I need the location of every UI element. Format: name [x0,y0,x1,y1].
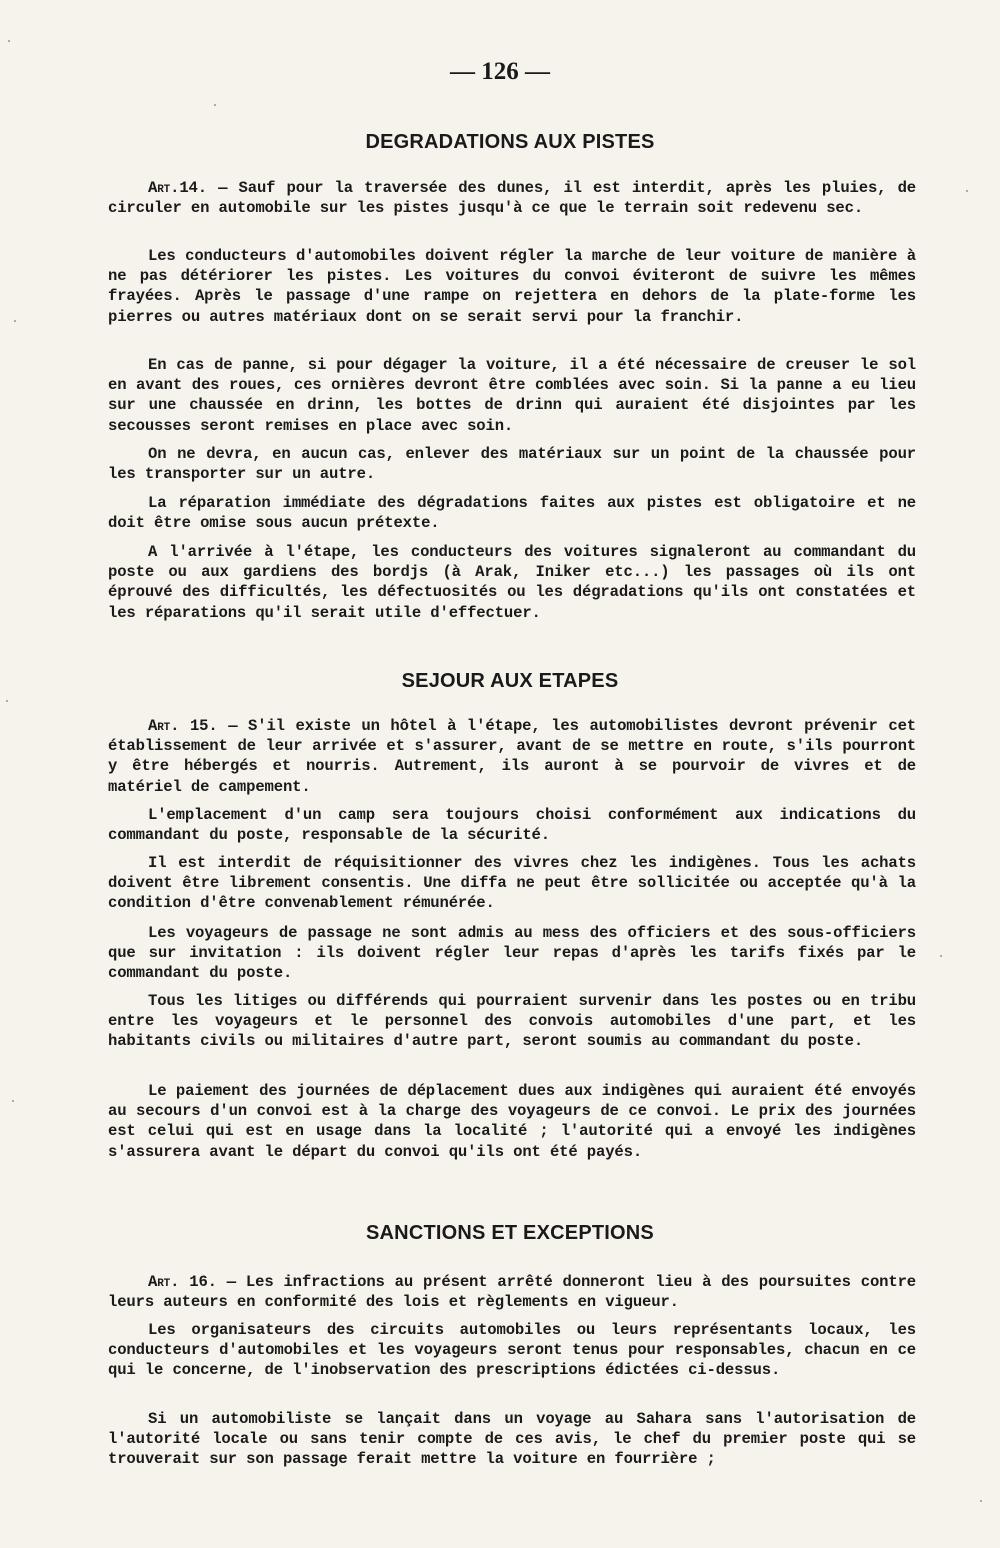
paragraph: Tous les litiges ou différends qui pourraient survenir dans les postes ou en tribu entre les voyageurs et le personnel des convois automobiles d'une part, et les habitants civils ou militaires d'autre part, seront soumis au commandant du poste. [108,992,916,1051]
scan-speck [214,104,216,106]
paragraph-art-14 [108,178,916,218]
paragraph-text: — Sauf pour la traversée des dunes, il est interdit, après les pluies, de circuler en automobile sur les pistes jusqu'à ce que le terrain soit redevenu sec. [108,179,916,218]
paragraph: A l'arrivée à l'étape, les conducteurs des voitures signaleront au commandant du poste ou aux gardiens des bordjs (à Arak, Iniker etc...) les passages où ils ont éprouvé des difficultés, les défectuosités ou les dégradations qu'ils ont constatées et les réparations qu'il serait utile d'effectuer. [108,543,916,622]
paragraph-art-16 [108,1272,916,1312]
paragraph: On ne devra, en aucun cas, enlever des matériaux sur un point de la chaussée pour les transporter sur un autre. [108,445,916,484]
section-title-sejour: SEJOUR AUX ETAPES [401,670,619,692]
scan-speck [940,955,942,957]
paragraph: Les voyageurs de passage ne sont admis au mess des officiers et des sous-officiers que sur invitation : ils doivent régler leur repas d'après les tarifs fixés par le commandant du poste. [108,924,916,983]
scan-speck [980,1500,982,1502]
paragraph-text: — Les infractions au présent arrêté donneront lieu à des poursuites contre leurs auteurs en conformité des lois et règlements en vigueur. [108,1273,916,1312]
paragraph: Les organisateurs des circuits automobiles ou leurs représentants locaux, les conducteurs d'automobiles et les voyageurs seront tenus pour responsables, chacun en ce qui le concerne, de l'inobservation des prescriptions édictées ci-dessus. [108,1321,916,1380]
paragraph: Les conducteurs d'automobiles doivent régler la marche de leur voiture de manière à ne pas détériorer les pistes. Les voitures du convoi éviteront de suivre les mêmes frayées. Après le passage d'une rampe on rejettera en dehors de la plate-forme les pierres ou autres matériaux dont on se serait servi pour la franchir. [108,247,916,326]
scan-speck [8,40,10,42]
paragraph-text: — S'il existe un hôtel à l'étape, les automobilistes devront prévenir cet établissement de leur arrivée et s'assurer, avant de se mettre en route, s'ils pourront y être hébergés et nourris. Autrement, ils auront à se pourvoir de vivres et de matériel de campement. [108,717,916,796]
article-label: Art. 15. [148,717,218,735]
paragraph: Il est interdit de réquisitionner des vivres chez les indigènes. Tous les achats doivent être librement consentis. Une diffa ne peut être sollicitée ou acceptée qu'à la condition d'être convenablement rémunérée. [108,854,916,913]
section-title-degradations: DEGRADATIONS AUX PISTES [365,131,655,153]
article-label: Art. 16. [148,1273,217,1291]
page-number: — 126 — [450,58,550,85]
paragraph: Si un automobiliste se lançait dans un voyage au Sahara sans l'autorisation de l'autorité locale ou sans tenir compte de ces avis, le chef du premier poste qui se trouverait sur son passage ferait mettre la voiture en fourrière ; [108,1410,916,1469]
paragraph: En cas de panne, si pour dégager la voiture, il a été nécessaire de creuser le sol en avant des roues, ces ornières devront être comblées avec soin. Si la panne a eu lieu sur une chaussée en drinn, les bottes de drinn qui auraient été disjointes par les secousses seront remises en place avec soin. [108,356,916,435]
scan-speck [6,700,8,702]
paragraph: L'emplacement d'un camp sera toujours choisi conformément aux indications du commandant du poste, responsable de la sécurité. [108,806,916,845]
scan-speck [966,190,968,192]
paragraph: Le paiement des journées de déplacement dues aux indigènes qui auraient été envoyés au secours d'un convoi est à la charge des voyageurs de ce convoi. Le prix des journées est celui qui est en usage dans la localité ; l'autorité qui a envoyé les indigènes s'assurera avant le départ du convoi qu'ils ont été payés. [108,1082,916,1161]
paragraph-art-15 [108,716,916,797]
paragraph: La réparation immédiate des dégradations faites aux pistes est obligatoire et ne doit être omise sous aucun prétexte. [108,494,916,533]
article-label: Art.14. [148,179,207,197]
section-title-sanctions: SANCTIONS ET EXCEPTIONS [366,1222,654,1244]
scan-speck [14,320,16,322]
scan-speck [12,1100,14,1102]
